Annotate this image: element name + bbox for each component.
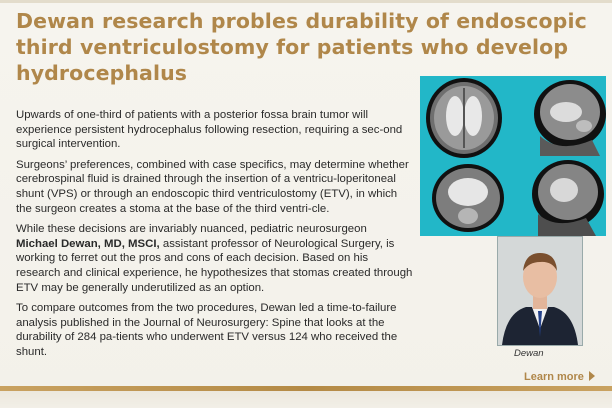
mri-sagittal-top bbox=[534, 80, 606, 156]
paragraph-3-rest: assistant professor of Neurological Surgery, is working to ferret out the pros and cons of each decision. Based on his research and clinical experience, he hypothesizes that stomas created through ETV may be generally underutilized as an option. bbox=[16, 237, 413, 294]
mri-scans-illustration bbox=[420, 76, 606, 236]
article-body bbox=[16, 108, 414, 366]
mri-coronal-bottom bbox=[432, 164, 504, 232]
triangle-right-icon bbox=[589, 371, 595, 381]
paragraph-3-intro: While these decisions are invariably nuanced, pediatric neurosurgeon bbox=[16, 223, 367, 236]
dewan-headshot-photo bbox=[497, 236, 583, 346]
paragraph-1: Upwards of one-third of patients with a posterior fossa brain tumor will experience persistent hydrocephalus following resection, requiring a sec-ond surgical intervention. bbox=[16, 109, 403, 151]
top-edge-divider bbox=[0, 0, 612, 3]
learn-more-label: Learn more bbox=[524, 371, 584, 383]
photo-caption: Dewan bbox=[514, 348, 544, 359]
learn-more-link[interactable] bbox=[524, 371, 595, 383]
footer-band bbox=[0, 391, 612, 408]
paragraph-4: To compare outcomes from the two procedures, Dewan led a time-to-failure analysis published in the Journal of Neurosurgery: Spine that looks at the durability of 284 pa-tients who underwent ETV versus 124 who received the shunt. bbox=[16, 302, 398, 358]
headshot-illustration bbox=[498, 237, 582, 345]
researcher-name: Michael Dewan, MD, MSCI, bbox=[16, 237, 160, 250]
paragraph-2: Surgeons’ preferences, combined with case specifics, may determine whether cerebrospinal fluid is drained through the insertion of a ventricu-loperitoneal shunt (VPS) or through an endoscopic third ventriculostomy (ETV), in which the surgeon creates a stoma at the base of the third ventri-cle. bbox=[16, 158, 409, 215]
mri-axial-top bbox=[426, 78, 502, 158]
paragraph-3 bbox=[16, 222, 414, 295]
mri-sagittal-bottom bbox=[532, 160, 604, 236]
mri-brain-scans-image bbox=[420, 76, 606, 236]
article-title: Dewan research probles durability of endoscopic third ventriculostomy for patients who develop hydrocephalus bbox=[16, 9, 587, 85]
